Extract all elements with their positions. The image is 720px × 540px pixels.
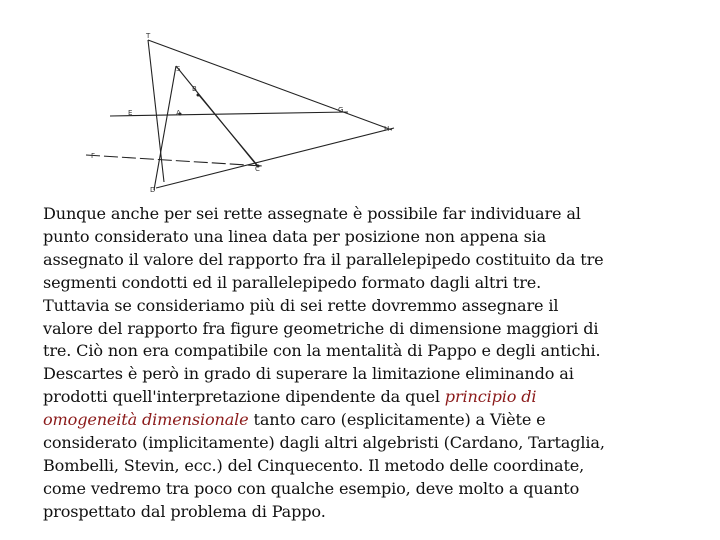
emphasis-principle: principio di bbox=[444, 387, 537, 407]
text-line: assegnato il valore del rapporto fra il parallelepipedo costituito da tre bbox=[43, 249, 604, 269]
text-line: valore del rapporto fra figure geometriche di dimensione maggiori di bbox=[43, 318, 599, 338]
text-line: prospettato dal problema di Pappo. bbox=[43, 501, 326, 521]
label-d: D bbox=[150, 186, 156, 194]
text-line: Bombelli, Stevin, ecc.) del Cinquecento. Il metodo delle coordinate, bbox=[43, 455, 585, 475]
text-line bbox=[43, 386, 708, 409]
main-paragraph bbox=[43, 203, 708, 524]
text-line: tre. Ciò non era compatibile con la mentalità di Pappo e degli antichi. bbox=[43, 341, 601, 361]
line-t-d bbox=[148, 40, 164, 182]
label-h: H bbox=[384, 125, 390, 133]
text-line: Descartes è però in grado di superare la limitazione eliminando ai bbox=[43, 364, 574, 384]
line-f-c bbox=[86, 155, 262, 166]
label-g: G bbox=[338, 106, 344, 114]
text-line bbox=[43, 409, 708, 432]
text-line: punto considerato una linea data per posizione non appena sia bbox=[43, 226, 547, 246]
emphasis-homogeneity: omogeneità dimensionale bbox=[43, 410, 249, 430]
text-segment: prodotti quell'interpretazione dipendente da quel bbox=[43, 387, 445, 407]
point-b bbox=[197, 94, 200, 97]
text-line: Tuttavia se consideriamo più di sei rette dovremmo assegnare il bbox=[43, 295, 559, 315]
label-f: F bbox=[91, 152, 96, 160]
line-s-d bbox=[154, 66, 176, 190]
line-t-h bbox=[148, 40, 392, 130]
text-segment: tanto caro (esplicitamente) a Viète e bbox=[248, 410, 546, 430]
line-e-g bbox=[110, 112, 348, 116]
line-d-h bbox=[156, 128, 394, 188]
label-t: T bbox=[146, 32, 151, 40]
text-line: segmenti condotti ed il parallelepipedo formato dagli altri tre. bbox=[43, 272, 542, 292]
label-s: S bbox=[176, 65, 181, 73]
label-b: B bbox=[192, 85, 197, 93]
label-c: C bbox=[255, 165, 260, 173]
label-e: E bbox=[128, 109, 133, 117]
text-line: considerato (implicitamente) dagli altri algebristi (Cardano, Tartaglia, bbox=[43, 433, 605, 453]
label-a: A bbox=[176, 109, 181, 117]
text-line: Dunque anche per sei rette assegnate è possibile far individuare al bbox=[43, 204, 581, 223]
line-b-c bbox=[198, 94, 258, 166]
geometric-figure bbox=[0, 0, 720, 210]
text-line: come vedremo tra poco con qualche esempio, deve molto a quanto bbox=[43, 478, 580, 498]
